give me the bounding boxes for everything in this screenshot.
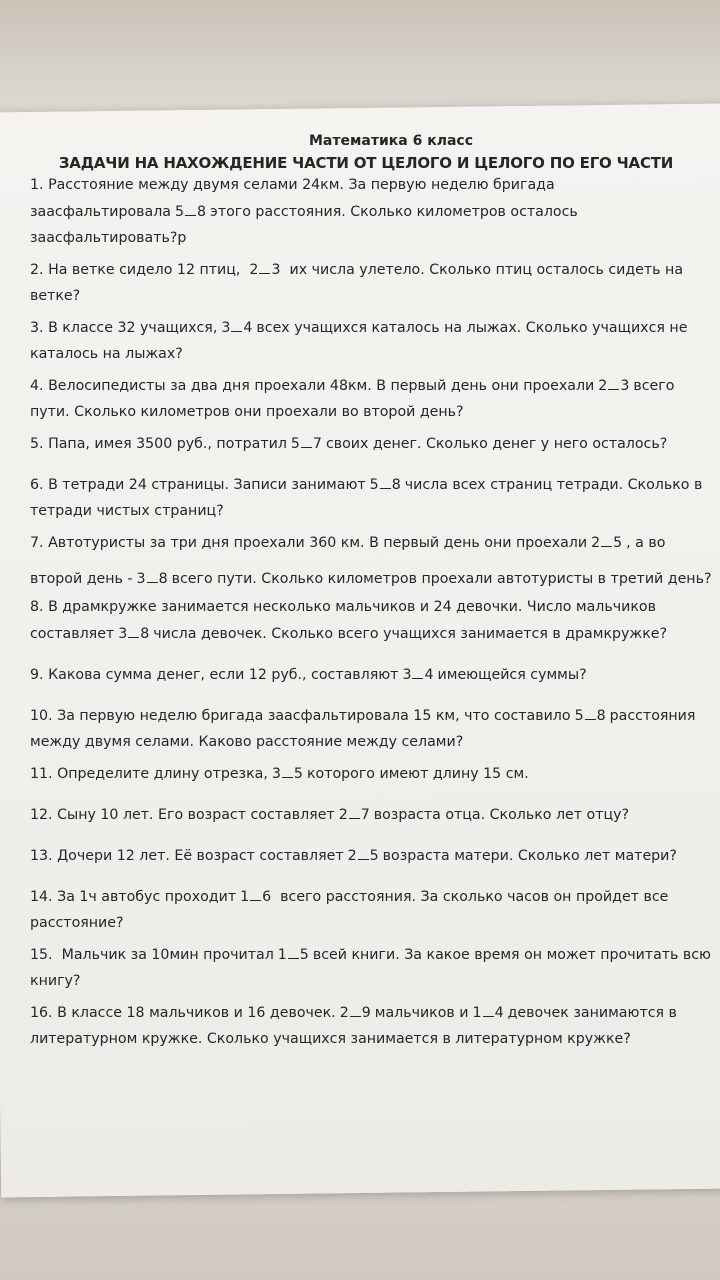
problem-text: всех учащихся каталось на лыжах. Сколько учащихся не: [256, 319, 688, 336]
problem-text: между двумя селами. Каково расстояние между селами?: [30, 734, 464, 750]
fraction-numerator: 3: [271, 765, 281, 782]
problem-number: 12.: [30, 806, 53, 823]
fraction-denominator: 7: [312, 435, 322, 452]
problem-text: возраста матери. Сколько лет матери?: [382, 847, 677, 864]
fraction: [590, 536, 623, 551]
fraction-numerator: 2: [598, 377, 608, 394]
fraction-denominator: 8: [140, 625, 150, 642]
problem-text: На ветке сидело 12 птиц,: [48, 261, 241, 278]
problem-14: [30, 879, 702, 932]
fraction: [401, 668, 434, 683]
problem-number: 7.: [30, 534, 44, 551]
fraction-numerator: 2: [591, 534, 601, 551]
problem-number: 15.: [30, 946, 53, 963]
problem-5: [30, 426, 702, 462]
fraction-numerator: 5: [369, 476, 379, 493]
fraction: [248, 263, 281, 278]
subject-title: Математика 6 класс: [308, 133, 474, 149]
problem-number: 1.: [30, 177, 44, 193]
problem-text: составляет: [30, 625, 115, 642]
problem-number: 8.: [30, 599, 44, 615]
problem-text: числа девочек. Сколько всего учащихся занимается в драмкружке?: [153, 625, 668, 642]
problem-3: [30, 310, 702, 363]
fraction: [136, 572, 169, 587]
problem-text: заасфальтировала: [30, 203, 171, 220]
fraction-numerator: 2: [347, 847, 357, 864]
topic-title: ЗАДАЧИ НА НАХОЖДЕНИЕ ЧАСТИ ОТ ЦЕЛОГО И ЦЕЛОГО ПО ЕГО ЧАСТИ: [58, 154, 674, 172]
problem-text: В классе 18 мальчиков и 16 девочек.: [57, 1004, 336, 1021]
fraction: [277, 948, 310, 963]
fraction-numerator: 5: [574, 707, 584, 724]
fraction-denominator: 5: [293, 765, 303, 782]
fraction-denominator: 7: [360, 806, 370, 823]
problem-8: [30, 599, 702, 652]
problem-number: 11.: [30, 765, 53, 782]
fraction-denominator: 5: [299, 946, 309, 963]
fraction: [574, 709, 607, 724]
problem-number: 6.: [30, 476, 44, 493]
problem-text: Дочери 12 лет. Её возраст составляет: [57, 847, 344, 864]
problem-text: За 1ч автобус проходит: [57, 888, 237, 905]
fraction-numerator: 2: [249, 261, 259, 278]
fraction: [472, 1006, 505, 1021]
problem-text: девочек занимаются в: [507, 1004, 677, 1021]
problem-text: Папа, имея 3500 руб., потратил: [48, 435, 287, 452]
problem-text: , а во: [626, 534, 666, 551]
problem-text: всего расстояния. За сколько часов он пройдет все: [280, 888, 669, 905]
problem-9: [30, 657, 702, 693]
worksheet-content: [30, 132, 712, 1048]
fraction-denominator: 4: [243, 319, 253, 336]
fraction-denominator: 8: [391, 476, 401, 493]
problem-number: 10.: [30, 707, 53, 724]
problem-12: [30, 797, 702, 833]
problem-text: Велосипедисты за два дня проехали 48км. В первый день они проехали: [48, 377, 595, 394]
fraction-numerator: 2: [339, 1004, 349, 1021]
fraction-numerator: 3: [118, 625, 128, 642]
problem-15: [30, 937, 711, 990]
problem-text: литературном кружке. Сколько учащихся занимается в литературном кружке?: [30, 1031, 631, 1047]
fraction-numerator: 3: [136, 570, 146, 587]
problem-text: всего: [633, 377, 675, 394]
fraction: [117, 627, 150, 642]
problem-text: Какова сумма денег, если 12 руб., составляют: [48, 666, 399, 683]
fraction-denominator: 8: [197, 203, 207, 220]
problem-number: 9.: [30, 666, 44, 683]
fraction-denominator: 9: [361, 1004, 371, 1021]
problem-text: тетради чистых страниц?: [30, 503, 224, 519]
problem-text: ветке?: [30, 288, 81, 304]
problem-text: второй день -: [30, 570, 133, 587]
problem-number: 16.: [30, 1004, 53, 1021]
fraction: [220, 321, 253, 336]
fraction-numerator: 1: [277, 946, 287, 963]
fraction-numerator: 3: [221, 319, 231, 336]
problem-text: Автотуристы за три дня проехали 360 км. В первый день они проехали: [48, 534, 588, 551]
fraction: [597, 379, 630, 394]
problem-text: каталось на лыжах?: [30, 346, 183, 362]
problem-number: 5.: [30, 435, 44, 452]
problem-text: пути. Сколько километров они проехали во второй день?: [30, 404, 464, 420]
problem-text: всего пути. Сколько километров проехали автотуристы в третий день?: [171, 570, 712, 587]
problem-text: расстояния: [609, 707, 696, 724]
problem-text: заасфальтировать?р: [30, 230, 187, 246]
problem-text: книгу?: [30, 973, 81, 989]
problem-number: 3.: [30, 319, 44, 336]
fraction-denominator: 4: [424, 666, 434, 683]
problem-number: 13.: [30, 847, 53, 864]
fraction-denominator: 3: [620, 377, 630, 394]
problem-text: Определите длину отрезка,: [57, 765, 268, 782]
fraction-denominator: 3: [271, 261, 281, 278]
fraction-denominator: 4: [494, 1004, 504, 1021]
problem-text: своих денег. Сколько денег у него осталось?: [325, 435, 668, 452]
fraction-numerator: 2: [338, 806, 348, 823]
problem-text: Сыну 10 лет. Его возраст составляет: [57, 806, 335, 823]
fraction: [239, 890, 272, 905]
problem-text: Расстояние между двумя селами 24км. За первую неделю бригада: [48, 177, 555, 193]
problem-text: этого расстояния. Сколько километров осталось: [210, 203, 578, 220]
problem-text: В тетради 24 страницы. Записи занимают: [48, 476, 366, 493]
problem-10: [30, 698, 702, 751]
fraction-numerator: 1: [240, 888, 250, 905]
fraction-numerator: 5: [174, 203, 185, 220]
problem-text: В классе 32 учащихся,: [48, 319, 218, 336]
problem-13: [30, 838, 702, 874]
fraction-denominator: 8: [158, 570, 168, 587]
fraction: [290, 437, 323, 452]
problem-text: расстояние?: [30, 915, 124, 931]
fraction-denominator: 6: [262, 888, 272, 905]
problem-7: [30, 525, 712, 597]
problem-16: [30, 995, 702, 1048]
problem-text: их числа улетело. Сколько птиц осталось сидеть на: [289, 261, 684, 278]
fraction: [347, 849, 380, 864]
problem-2: [30, 252, 702, 305]
fraction: [174, 205, 207, 220]
problem-4: [30, 368, 702, 421]
problem-text: имеющейся суммы?: [437, 666, 587, 683]
problem-text: мальчиков и: [374, 1004, 469, 1021]
problem-text: В драмкружке занимается несколько мальчиков и 24 девочки. Число мальчиков: [48, 599, 656, 615]
problem-number: 2.: [30, 261, 44, 278]
problem-text: Мальчик за 10мин прочитал: [61, 946, 274, 963]
problem-text: числа всех страниц тетради. Сколько в: [404, 476, 703, 493]
problem-1: [30, 177, 702, 247]
problem-number: 4.: [30, 377, 44, 394]
fraction-denominator: 5: [369, 847, 379, 864]
fraction: [271, 767, 304, 782]
fraction: [339, 1006, 372, 1021]
problem-text: За первую неделю бригада заасфальтировала 15 км, что составило: [57, 707, 571, 724]
fraction: [369, 478, 402, 493]
fraction: [338, 808, 371, 823]
problem-text: всей книги. За какое время он может прочитать всю: [312, 946, 711, 963]
fraction-numerator: 1: [472, 1004, 482, 1021]
fraction-numerator: 3: [402, 666, 412, 683]
problem-number: 14.: [30, 888, 53, 905]
problem-text: которого имеют длину 15 см.: [306, 765, 529, 782]
fraction-denominator: 5: [613, 534, 623, 551]
problem-6: [30, 467, 702, 520]
fraction-numerator: 5: [290, 435, 300, 452]
fraction-denominator: 8: [596, 707, 606, 724]
problem-text: возраста отца. Сколько лет отцу?: [373, 806, 630, 823]
problem-11: [30, 756, 702, 792]
